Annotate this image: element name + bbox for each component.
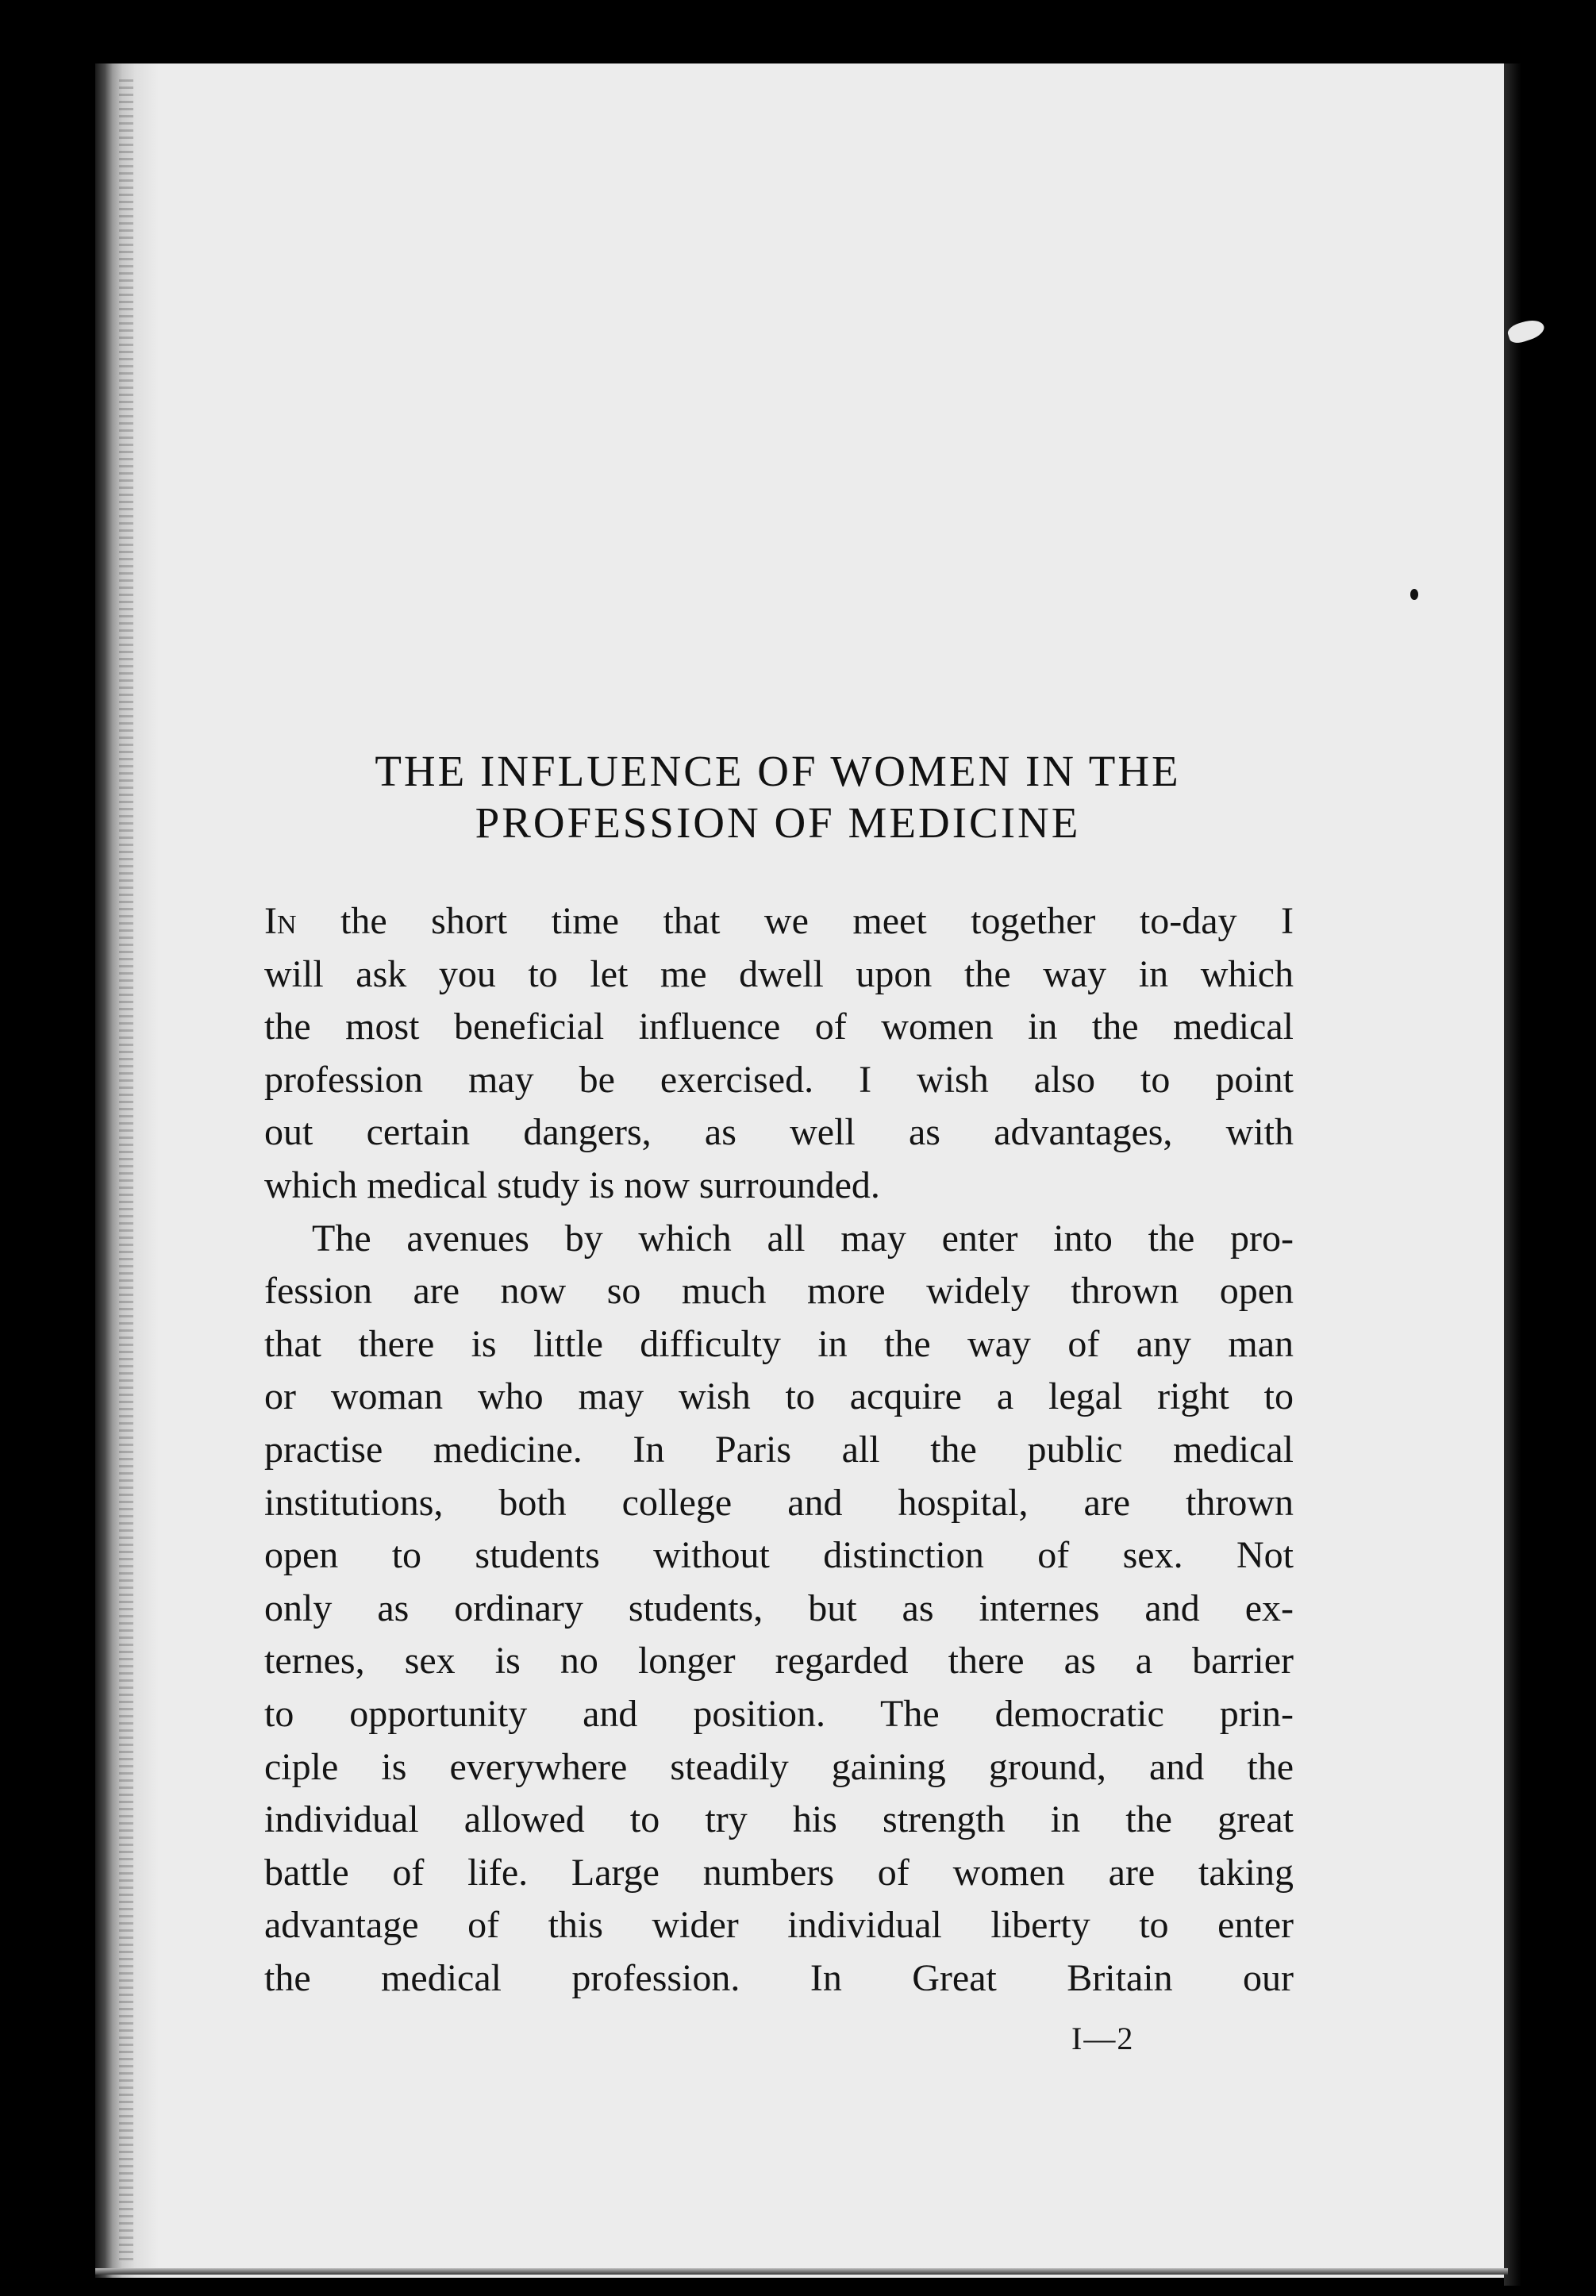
text-line: that there is little difficulty in the way of any man bbox=[264, 1322, 1294, 1365]
text-line: which medical study is now surrounded. bbox=[264, 1163, 880, 1206]
text-line: In the short time that we meet together to-day I bbox=[264, 900, 1294, 942]
text-line: the medical profession. In Great Britain our bbox=[264, 1956, 1294, 1999]
drop-cap-word: In bbox=[264, 900, 297, 942]
ink-speck bbox=[1410, 589, 1418, 600]
text-line: open to students without distinction of sex. Not bbox=[264, 1534, 1294, 1577]
page-number: I—2 bbox=[1071, 2021, 1135, 2056]
text-line: or woman who may wish to acquire a legal right to bbox=[264, 1375, 1294, 1418]
text-line: to opportunity and position. The democratic prin- bbox=[264, 1692, 1294, 1735]
page-bottom-edge bbox=[95, 2268, 1508, 2275]
text-line: the most beneficial influence of women in the medical bbox=[264, 1006, 1294, 1048]
text-line: only as ordinary students, but as internes and ex- bbox=[264, 1586, 1294, 1629]
text-line: advantage of this wider individual liberty to enter bbox=[264, 1904, 1294, 1947]
chapter-title-line-1: THE INFLUENCE OF WOMEN IN THE bbox=[375, 747, 1181, 795]
gutter-streak bbox=[119, 79, 133, 2262]
text-line: will ask you to let me dwell upon the way in which bbox=[264, 952, 1294, 995]
text-line: practise medicine. In Paris all the public medical bbox=[264, 1428, 1294, 1471]
page-right-edge bbox=[1504, 63, 1521, 2286]
text-line: out certain dangers, as well as advantages, with bbox=[264, 1111, 1294, 1154]
text-line: institutions, both college and hospital, are thrown bbox=[264, 1481, 1294, 1524]
text-line: battle of life. Large numbers of women are taking bbox=[264, 1851, 1294, 1894]
chapter-title-line-2: PROFESSION OF MEDICINE bbox=[475, 798, 1081, 847]
text-line: individual allowed to try his strength in the great bbox=[264, 1798, 1294, 1841]
text-line: ternes, sex is no longer regarded there as a barrier bbox=[264, 1640, 1294, 1683]
text-line: profession may be exercised. I wish also to point bbox=[264, 1058, 1294, 1101]
text-line: The avenues by which all may enter into the pro- bbox=[312, 1217, 1294, 1260]
body-text bbox=[264, 895, 1294, 2005]
text-line: ciple is everywhere steadily gaining ground, and the bbox=[264, 1745, 1294, 1788]
text-line: fession are now so much more widely thrown open bbox=[264, 1270, 1294, 1313]
